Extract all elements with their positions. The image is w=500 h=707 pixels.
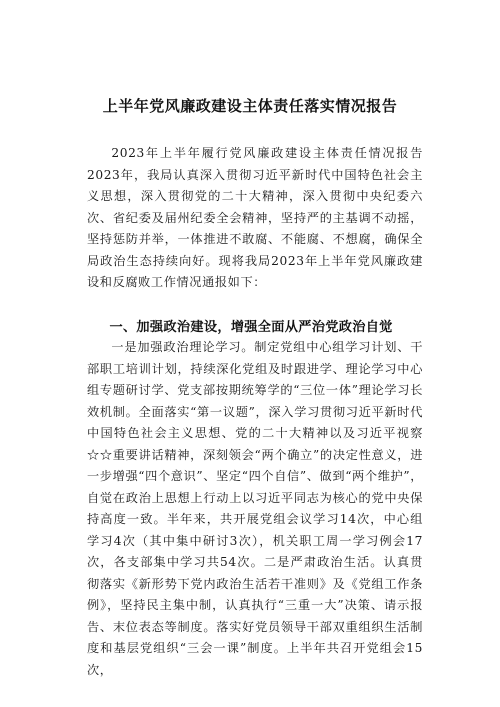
intro-paragraph: 2023年上半年履行党风廉政建设主体责任情况报告2023年，我局认真深入贯彻习近平新时代中国特色社会主义思想，深入贯彻党的二十大精神，深入贯彻中央纪委六次、省纪委及届州纪委全会精神，坚持严的主基调不动摇，坚持惩防并举，一体推进不敢腐、不能腐、不想腐，确保全局政治生态持续向好。现将我局2023年上半年党风廉政建设和反腐败工作情况通报如下： — [87, 146, 423, 289]
section-1-paragraph: 一是加强政治理论学习。制定党组中心组学习计划、干部职工培训计划，持续深化党组及时跟进学、理论学习中心组专题研讨学、党支部按期统筹学的“三位一体”理论学习长效机制。全面落实“第一议题”，深入学习贯彻习近平新时代中国特色社会主义思想、党的二十大精神以及习近平视察☆☆重要讲话精神，深刻领会“两个确立”的决定性意义，进一步增强“四个意识”、坚定“四个自信”、做到“两个维护”，自觉在政治上思想上行动上以习近平同志为核心的党中央保持高度一致。半年来，共开展党组会议学习14次，中心组学习4次（其中集中研讨3次），机关职工周一学习例会17次，各支部集中学习共54次。二是严肃政治生活。认真贯彻落实《新形势下党内政治生活若干准则》及《党组工作条例》，坚持民主集中制，认真执行“三重一大”决策、请示报告、末位表态等制度。落实好党员领导干部双重组织生活制度和基层党组织“三会一课”制度。上半年共召开党组会15次， — [87, 340, 423, 677]
section-heading-1: 一、加强政治建设，增强全面从严治党政治自觉 — [109, 320, 393, 335]
document-title: 上半年党风廉政建设主体责任落实情况报告 — [102, 97, 398, 115]
